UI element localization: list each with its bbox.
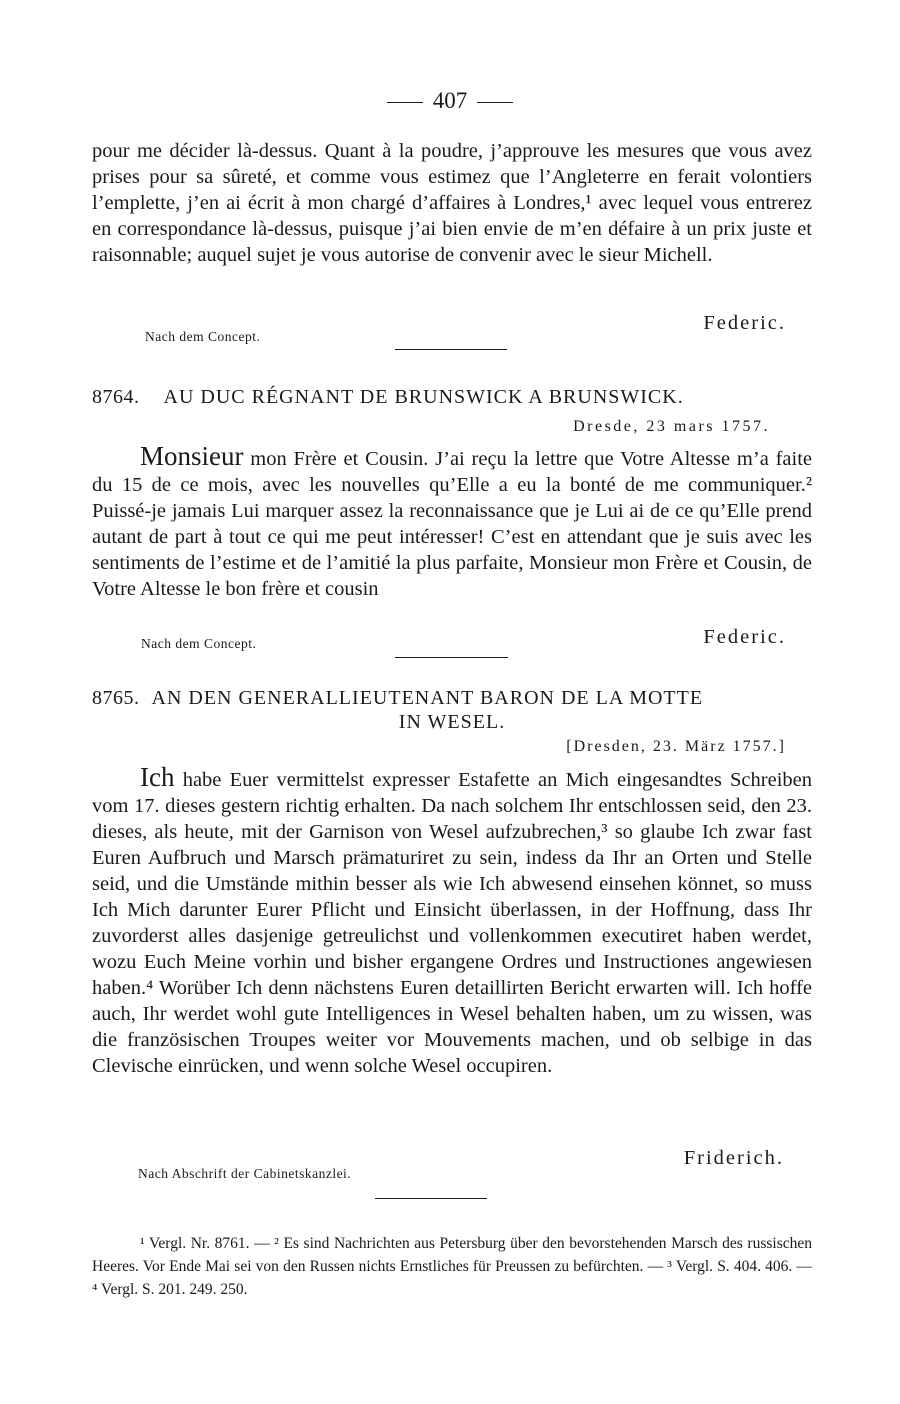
letter-8764-first-word: Monsieur: [140, 441, 244, 471]
section-divider: [395, 349, 507, 350]
intro-signature: Federic.: [703, 312, 786, 334]
page-header: [0, 88, 900, 114]
letter-8765-first-word: Ich: [140, 762, 175, 792]
section-divider: [395, 657, 508, 658]
letter-8764-title: AU DUC RÉGNANT DE BRUNSWICK A BRUNSWICK.: [163, 386, 684, 408]
letter-8764-body: [92, 443, 812, 602]
header-dash-right: [477, 102, 513, 103]
letter-8764-signature: Federic.: [703, 626, 786, 648]
section-divider: [375, 1198, 487, 1199]
letter-8764-dateline: Dresde, 23 mars 1757.: [573, 418, 770, 435]
page-number: 407: [432, 88, 468, 113]
intro-paragraph: pour me décider là-dessus. Quant à la poudre, j’approuve les mesures que vous avez prises pour sa sûreté, et comme vous estimez que l’Angleterre en ferait volontiers l’emplette, j’en ai écrit à mon chargé d’affaires à Londres,¹ avec lequel vous entrerez en correspondance là-dessus, puisque j’ai bien envie de m’en défaire à un prix juste et raisonnable; auquel sujet je vous autorise de convenir avec le sieur Michell.: [92, 140, 812, 266]
letter-8764-text: mon Frère et Cousin. J’ai reçu la lettre que Votre Altesse m’a faite du 15 de ce mois, avec les nouvelles qu’Elle a eu la bonté de me communiquer.² Puissé-je jamais Lui marquer assez la reconnaissance que je Lui ai de ce qu’Elle prend autant de part à tout ce qui me peut intéresser! C’est en attendant que je suis avec les sentiments de l’estime et de l’amitié la plus parfaite, Monsieur mon Frère et Cousin, de Votre Altesse le bon frère et cousin: [92, 448, 812, 600]
letter-8765-source-note: Nach Abschrift der Cabinetskanzlei.: [138, 1166, 352, 1181]
letter-8764-heading: [92, 385, 812, 409]
letter-8765-number: 8765.: [92, 687, 140, 709]
letter-8765-heading: [92, 686, 812, 710]
letter-8765-title-line1: AN DEN GENERALLIEUTENANT BARON DE LA MOTTE: [151, 687, 704, 709]
letter-8765-title-line2: IN WESEL.: [398, 711, 506, 733]
letter-8764-source-note: Nach dem Concept.: [141, 636, 257, 651]
header-dash-left: [387, 102, 423, 103]
letter-8764-number: 8764.: [92, 386, 140, 408]
letter-8765-text: habe Euer vermittelst expresser Estafette an Mich eingesandtes Schreiben vom 17. dieses gestern richtig erhalten. Da nach solchem Ihr entschlossen seid, den 23. dieses, als heute, mit der Garnison von Wesel aufzubrechen,³ so glaube Ich zwar fast Euren Aufbruch und Marsch prämaturiret zu sein, indess da Ihr an Orten und Stelle seid, und die Umstände mithin besser als wie Ich abwesend einsehen könnet, so muss Ich Mich darunter Eurer Pflicht und Einsicht überlassen, in der Hoffnung, dass Ihr zuvorderst alles dasjenige getreulichst und vollenkommen executiret haben werdet, wozu Euch Meine vorhin und bisher ergangene Ordres und Instructiones angewiesen haben.⁴ Worüber Ich denn nächstens Euren detaillirten Bericht erwarten will. Ich hoffe auch, Ihr werdet wohl gute Intelligences in Wesel behalten haben, um zu wissen, was die französischen Troupes weiter vor Mouvements machen, und ob selbige in das Clevische einrücken, und wenn solche Wesel occupiren.: [92, 769, 812, 1077]
footnotes: ¹ Vergl. Nr. 8761. — ² Es sind Nachrichten aus Petersburg über den bevorstehenden Marsch des russischen Heeres. Vor Ende Mai sei von den Russen nichts Ernstliches für Preussen zu befürchten. — ³ Vergl. S. 404. 406. — ⁴ Vergl. S. 201. 249. 250.: [92, 1235, 812, 1298]
letter-8765-signature: Friderich.: [683, 1147, 784, 1169]
intro-source-note: Nach dem Concept.: [145, 329, 261, 344]
letter-8765-dateline: [Dresden, 23. März 1757.]: [566, 738, 786, 755]
letter-8765-body: [92, 764, 812, 1079]
